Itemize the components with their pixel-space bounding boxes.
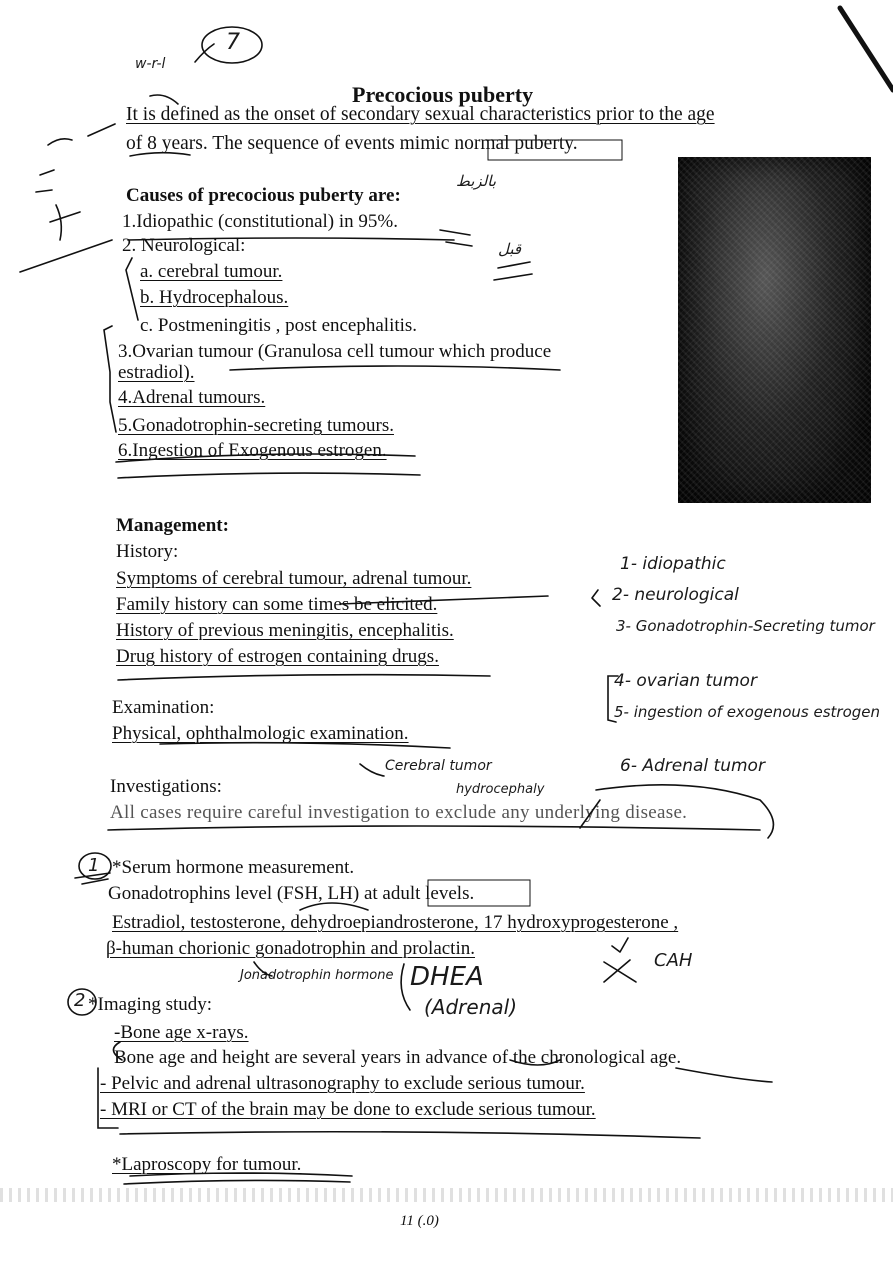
cause-item-1: 1.Idiopathic (constitutional) in 95%. [122,211,398,232]
history-item-2: Family history can some times be elicited. [116,594,438,615]
hand-dhea-note: DHEA [410,962,484,992]
hand-cah-note: CAH [654,950,693,971]
hand-list-item-5: 5- ingestion of exogenous estrogen [614,703,881,721]
cause-item-3-cont: estradiol). [118,362,195,383]
examination-text: Physical, ophthalmologic examination. [112,723,409,744]
hand-adrenal-note: (Adrenal) [424,995,517,1019]
page-number: 11 (.0) [400,1213,439,1229]
cause-item-6: 6.Ingestion of Exogenous estrogen. [118,440,387,461]
cause-item-5: 5.Gonadotrophin-secreting tumours. [118,415,394,436]
hand-circle-1: 1 [88,855,100,876]
cause-item-2a: a. cerebral tumour. [140,261,283,282]
hand-list-item-1: 1- idiopathic [620,554,726,574]
serum-heading: *Serum hormone measurement. [112,857,355,878]
history-item-3: History of previous meningitis, encephalitis. [116,620,454,641]
hand-circle-2: 2 [74,990,86,1011]
hand-arabic-note-2: قبل [498,240,522,258]
hand-arabic-note: بالزبط [456,172,497,190]
imaging-item-2: Bone age and height are several years in advance of the chronological age. [114,1047,682,1068]
hand-cerebral-note: Cerebral tumor [385,758,492,774]
examination-label: Examination: [112,697,215,718]
hand-list-item-3: 3- Gonadotrophin-Secreting tumor [616,617,875,635]
investigations-text: All cases require careful investigation to exclude any underlying disease. [110,802,688,823]
investigations-label: Investigations: [110,776,222,797]
history-item-4: Drug history of estrogen containing drugs. [116,646,439,667]
hand-list-item-2: 2- neurological [612,585,739,605]
laparoscopy-text: *Laproscopy for tumour. [112,1154,302,1175]
serum-item-2: Estradiol, testosterone, dehydroepiandrosterone, 17 hydroxyprogesterone , [112,912,679,933]
hand-list-item-6: 6- Adrenal tumor [620,756,765,776]
hand-list-item-4: 4- ovarian tumor [614,671,757,691]
management-heading: Management: [116,515,229,536]
cause-item-2c: c. Postmeningitis , post encephalitis. [140,315,418,336]
serum-item-1: Gonadotrophins level (FSH, LH) at adult levels. [108,883,475,904]
intro-line-1: It is defined as the onset of secondary sexual characteristics prior to the age [126,104,715,125]
patient-photo [678,157,871,503]
hand-gonado-note: Jonadotrophin hormone [240,968,394,983]
cause-item-2b: b. Hydrocephalous. [140,287,289,308]
cause-item-2: 2. Neurological: [122,235,246,256]
scan-noise-line [0,1188,893,1202]
hand-hydro-note: hydrocephaly [456,782,545,797]
imaging-item-4: - MRI or CT of the brain may be done to exclude serious tumour. [100,1099,596,1120]
history-item-1: Symptoms of cerebral tumour, adrenal tumour. [116,568,472,589]
cause-item-4: 4.Adrenal tumours. [118,387,266,408]
hand-top-circle-number: 7 [226,30,240,55]
cause-item-3: 3.Ovarian tumour (Granulosa cell tumour which produce [118,341,552,362]
history-label: History: [116,541,179,562]
causes-heading: Causes of precocious puberty are: [126,185,401,206]
imaging-item-1: -Bone age x-rays. [114,1022,249,1043]
hand-top-note: w-r-l [135,56,166,72]
imaging-heading: *Imaging study: [88,994,213,1015]
serum-item-3: β-human chorionic gonadotrophin and prolactin. [106,938,475,959]
intro-line-2: of 8 years. The sequence of events mimic normal puberty. [126,133,578,154]
page-title: Precocious puberty [352,82,534,107]
imaging-item-3: - Pelvic and adrenal ultrasonography to exclude serious tumour. [100,1073,585,1094]
